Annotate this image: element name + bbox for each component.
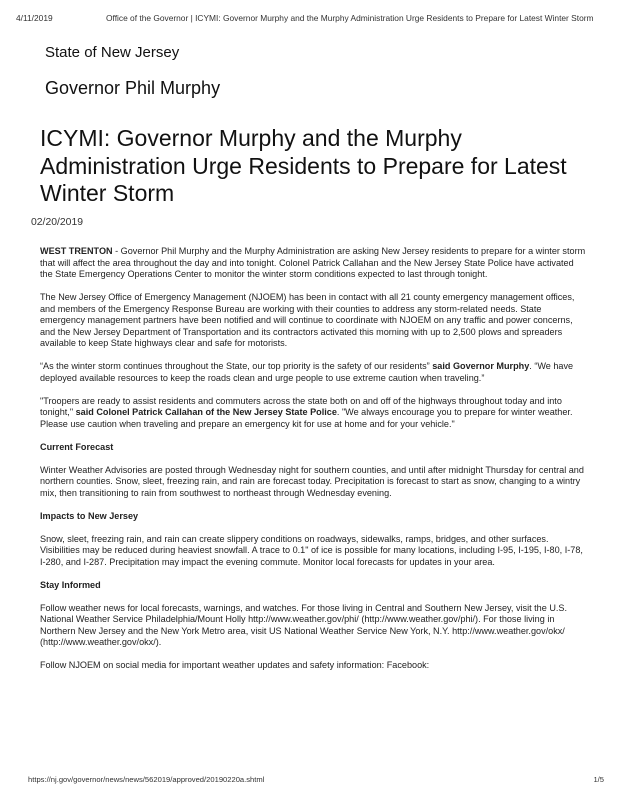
site-name[interactable]: State of New Jersey [45,44,180,61]
print-footer [28,775,604,784]
quote-attribution: said Colonel Patrick Callahan of the New Jersey State Police [75,407,337,417]
article-paragraph: Follow NJOEM on social media for important weather updates and safety information: Facebook: [40,660,430,670]
governor-name[interactable]: Governor Phil Murphy [45,78,221,98]
page-url[interactable]: https://nj.gov/governor/news/news/562019/approved/20190220a.shtml [28,775,265,784]
quote-text: . “We have deployed available resources to keep the roads clean and urge people to use extreme caution when traveling.” [40,361,574,383]
article-paragraph: Winter Weather Advisories are posted through Wednesday night for southern counties, and until after midnight Thursday for central and northern counties. Snow, sleet, freezing rain, and rain are forecast today. Precipitation is forecast to start as snow, changing to a wintry mix, then transitioning to rain from southwest to northeast through Wednesday evening. [40,464,584,498]
callahan-quote [40,396,587,431]
article-date: 02/20/2019 [31,217,84,228]
section-heading-stay-informed: Stay Informed [40,579,101,590]
dateline: WEST TRENTON [40,246,113,256]
article-paragraph[interactable]: Follow weather news for local forecasts, warnings, and watches. For those living in Central and Southern New Jersey, visit the U.S. National Weather Service Philadelphia/Mount Holly http://www.weather.gov/phi/ (http://www.weather.gov/phi/). For those living in Northern New Jersey and the New York Metro area, visit US National Weather Service New York, N.Y. http://www.weather.gov/okx/ (http://www.weather.gov/okx/). [40,602,568,647]
article-body [40,246,587,683]
page-number: 1/5 [593,775,604,784]
governor-quote [40,361,587,384]
section-heading-forecast: Current Forecast [40,441,114,452]
article-paragraph [40,246,587,281]
print-date: 4/11/2019 [16,13,53,23]
quote-text: "Troopers are ready to assist residents and commuters across the state both on and off of the highways throughout today and into tonight," [40,395,562,417]
quote-text: . "We always encourage you to prepare for winter weather. Please use caution when traveling and prepare an emergency kit for use at home and for your vehicle." [40,407,573,429]
section-heading-impacts: Impacts to New Jersey [40,510,139,521]
paragraph-text: - Governor Phil Murphy and the Murphy Administration are asking New Jersey residents to prepare for a winter storm that will affect the area throughout the day and into tonight. Colonel Patrick Callahan and the New Jersey State Police have activated the State Emergency Operations Center to monitor the winter storm conditions expected to last through tonight. [40,246,586,279]
article-paragraph: The New Jersey Office of Emergency Management (NJOEM) has been in contact with all 21 county emergency management offices, and members of the Emergency Response Bureau are working with their counties to address any storm-related needs. State emergency management partners have been notified and will continue to coordinate with NJOEM on any traffic and power concerns, and the New Jersey Department of Transportation and its contractors activated this morning with up to 2,500 plows and spreaders available to keep State highways clear and safe for motorists. [40,292,575,348]
quote-text: “As the winter storm continues throughout the State, our top priority is the safety of our residents” [40,361,433,371]
article-headline: ICYMI: Governor Murphy and the Murphy Administration Urge Residents to Prepare for Latest Winter Storm [40,125,567,206]
article-paragraph: Snow, sleet, freezing rain, and rain can create slippery conditions on roadways, sidewalks, ramps, bridges, and other surfaces. Visibilities may be reduced during heaviest snowfall. A trace to 0.1" of ice is possible for many locations, including I-95, I-195, I-80, I-78, I-280, and I-287. Precipitation may impact the evening commute. Monitor local forecasts for updates in your area. [40,533,583,567]
print-page-title: Office of the Governor | ICYMI: Governor Murphy and the Murphy Administration Urge Residents to Prepare for Latest Winter Storm [106,13,594,23]
quote-attribution: said Governor Murphy [432,361,530,371]
